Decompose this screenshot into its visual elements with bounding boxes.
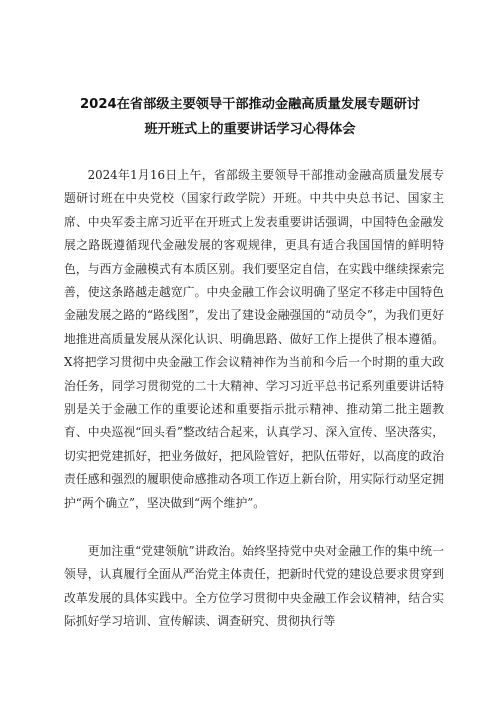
document-title-line-1: 2024在省部级主要领导干部推动金融高质量发展专题研讨 xyxy=(79,97,420,112)
body-paragraph-2: 更加注重“党建领航”讲政治。始终坚持党中央对金融工作的集中统一领导，认真履行全面从严治党主体责任，把新时代党的建设总要求贯穿到改革发展的具体实践中。全方位学习贯彻中央金融工作会议精神，结合实际抓好学习培训、宣传解读、调查研究、贯彻执行等 xyxy=(64,544,444,629)
body-paragraph-1: 2024年1月16日上午，省部级主要领导干部推动金融高质量发展专题研讨班在中央党校（国家行政学院）开班。中共中央总书记、国家主席、中央军委主席习近平在开班式上发表重要讲话强调，中国特色金融发展之路既遵循现代金融发展的客观规律，更具有适合我国国情的鲜明特色，与西方金融模式有本质区别。我们要坚定自信，在实践中继续探索完善，使这条路越走越宽广。中央金融工作会议明确了坚定不移走中国特色金融发展之路的“路线图”，发出了建设金融强国的“动员令”，为我们更好地推进高质量发展从深化认识、明确思路、做好工作上提供了根本遵循。X将把学习贯彻中央金融工作会议精神作为当前和今后一个时期的重大政治任务，同学习贯彻党的二十大精神、学习习近平总书记系列重要讲话特别是关于金融工作的重要论述和重要指示批示精神、推动第二批主题教育、中央巡视“回头看”整改结合起来，认真学习、深入宣传、坚决落实，切实把党建抓好，把业务做好，把风险管好，把队伍带好，以高度的政治责任感和强烈的履职使命感推动各项工作迈上新台阶，用实际行动坚定拥护“两个确立”，坚决做到“两个维护”。 xyxy=(64,168,444,510)
document-title-line-2: 班开班式上的重要讲话学习心得体会 xyxy=(144,122,356,137)
